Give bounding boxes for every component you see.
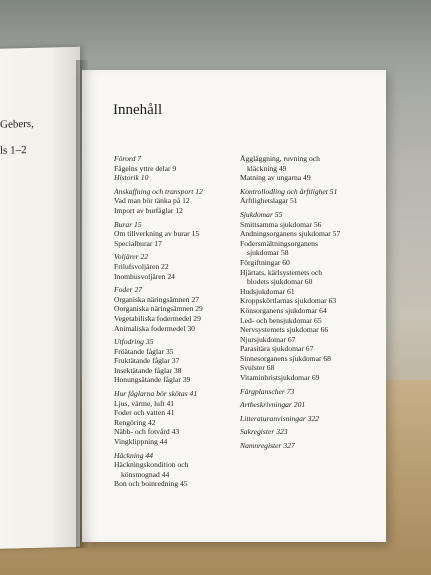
- toc-entry: Fodersmältningsorganens: [240, 238, 318, 248]
- toc-entry: Svulster 68: [240, 363, 275, 373]
- toc-entry: Hur fåglarna bör skötas 41: [114, 389, 198, 399]
- toc-entry: Kroppskörtlarnas sjukdomar 63: [240, 296, 337, 306]
- toc-entry: Import av burfåglar 12: [114, 205, 183, 215]
- toc-entry: Organiska näringsämnen 27: [114, 294, 200, 304]
- toc-entry: Hudsjukdomar 61: [240, 286, 295, 296]
- toc-right-column: [240, 154, 380, 451]
- toc-entry: Häckning 44: [114, 450, 154, 460]
- toc-entry: Namnregister 327: [240, 441, 295, 451]
- toc-entry: Voljärer 22: [114, 252, 149, 262]
- toc-entry: Förord 7: [114, 154, 142, 163]
- left-page-line: ls 1–2: [0, 144, 27, 157]
- toc-entry: Bon och boinredning 45: [114, 479, 188, 489]
- toc-entry: Färgplanscher 73: [240, 386, 295, 396]
- toc-entry: Njursjukdomar 67: [240, 334, 296, 344]
- toc-entry: Historik 10: [114, 173, 149, 183]
- toc-entry: Matning av ungarna 49: [240, 173, 311, 183]
- toc-entry: Artbeskrivningar 201: [240, 400, 306, 410]
- toc-entry: Foder och vatten 41: [114, 408, 175, 418]
- toc-entry: Ärftlighetslagar 51: [240, 196, 298, 206]
- toc-entry: Andningsorganens sjukdomar 57: [240, 229, 341, 239]
- left-page: [0, 47, 80, 550]
- toc-entry: Parasitära sjukdomar 67: [240, 344, 314, 354]
- toc-entry: Vitaminbristsjukdomar 69: [240, 373, 320, 383]
- toc-entry: Om tillverkning av burar 15: [114, 229, 200, 239]
- toc-entry: Vegetabiliska fodermedel 29: [114, 313, 201, 323]
- toc-entry: Könsorganens sjukdomar 64: [240, 305, 327, 315]
- toc-entry: Insektätande fåglar 38: [114, 365, 182, 375]
- toc-entry: Vad man bör tänka på 12: [114, 196, 190, 206]
- toc-entry: Ljus, värme, luft 41: [114, 398, 175, 408]
- toc-entry: Utfodring 35: [114, 337, 154, 347]
- toc-left-column: [114, 154, 254, 489]
- toc-entry: Smittsamma sjukdomar 56: [240, 219, 322, 229]
- toc-entry: Oorganiska näringsämnen 29: [114, 304, 203, 314]
- toc-entry: Hjärtats, kärlsystemets och: [240, 267, 323, 277]
- toc-entry: Sjukdomar 55: [240, 209, 283, 219]
- toc-entry: könsmognad 44: [121, 469, 170, 479]
- toc-entry: Nervsystemets sjukdomar 66: [240, 325, 329, 335]
- toc-entry: Burar 15: [114, 219, 142, 229]
- right-page: [82, 70, 386, 542]
- toc-entry: Fröätande fåglar 35: [114, 346, 174, 356]
- toc-entry: blodets sjukdomar 60: [247, 277, 313, 287]
- toc-entry: Sinnesorganens sjukdomar 68: [240, 353, 331, 363]
- toc-entry: Sakregister 323: [240, 427, 288, 437]
- toc-entry: Inomhusvoljären 24: [114, 271, 175, 281]
- toc-entry: kläckning 49: [247, 163, 287, 173]
- page-title: Innehåll: [113, 102, 163, 118]
- left-page-line: Gebers,: [0, 117, 34, 131]
- toc-entry: Specialburar 17: [114, 238, 162, 248]
- toc-entry: Honungsätande fåglar 39: [114, 375, 191, 385]
- toc-entry: Vingklippning 44: [114, 437, 168, 447]
- toc-entry: Fruktätande fåglar 37: [114, 356, 180, 366]
- toc-entry: Näbb- och fotvård 43: [114, 427, 180, 437]
- toc-entry: Led- och bensjukdomar 65: [240, 315, 322, 325]
- toc-entry: Frilufsvoljären 22: [114, 261, 169, 271]
- toc-entry: Fågelns yttre delar 9: [114, 163, 177, 173]
- toc-entry: Animaliska fodermedel 30: [114, 323, 195, 333]
- toc-entry: sjukdomar 58: [247, 248, 289, 258]
- toc-entry: Kontrollodling och ärftlighet 51: [240, 186, 338, 196]
- toc-entry: Foder 27: [114, 285, 143, 295]
- toc-entry: Litteraturanvisningar 322: [240, 413, 320, 423]
- toc-entry: Anskaffning och transport 12: [114, 186, 203, 196]
- toc-entry: Förgiftningar 60: [240, 257, 290, 267]
- toc-entry: Häckningskondition och: [114, 460, 189, 470]
- toc-entry: Rengöring 42: [114, 417, 156, 427]
- toc-entry: Äggläggning, ruvning och: [240, 154, 320, 163]
